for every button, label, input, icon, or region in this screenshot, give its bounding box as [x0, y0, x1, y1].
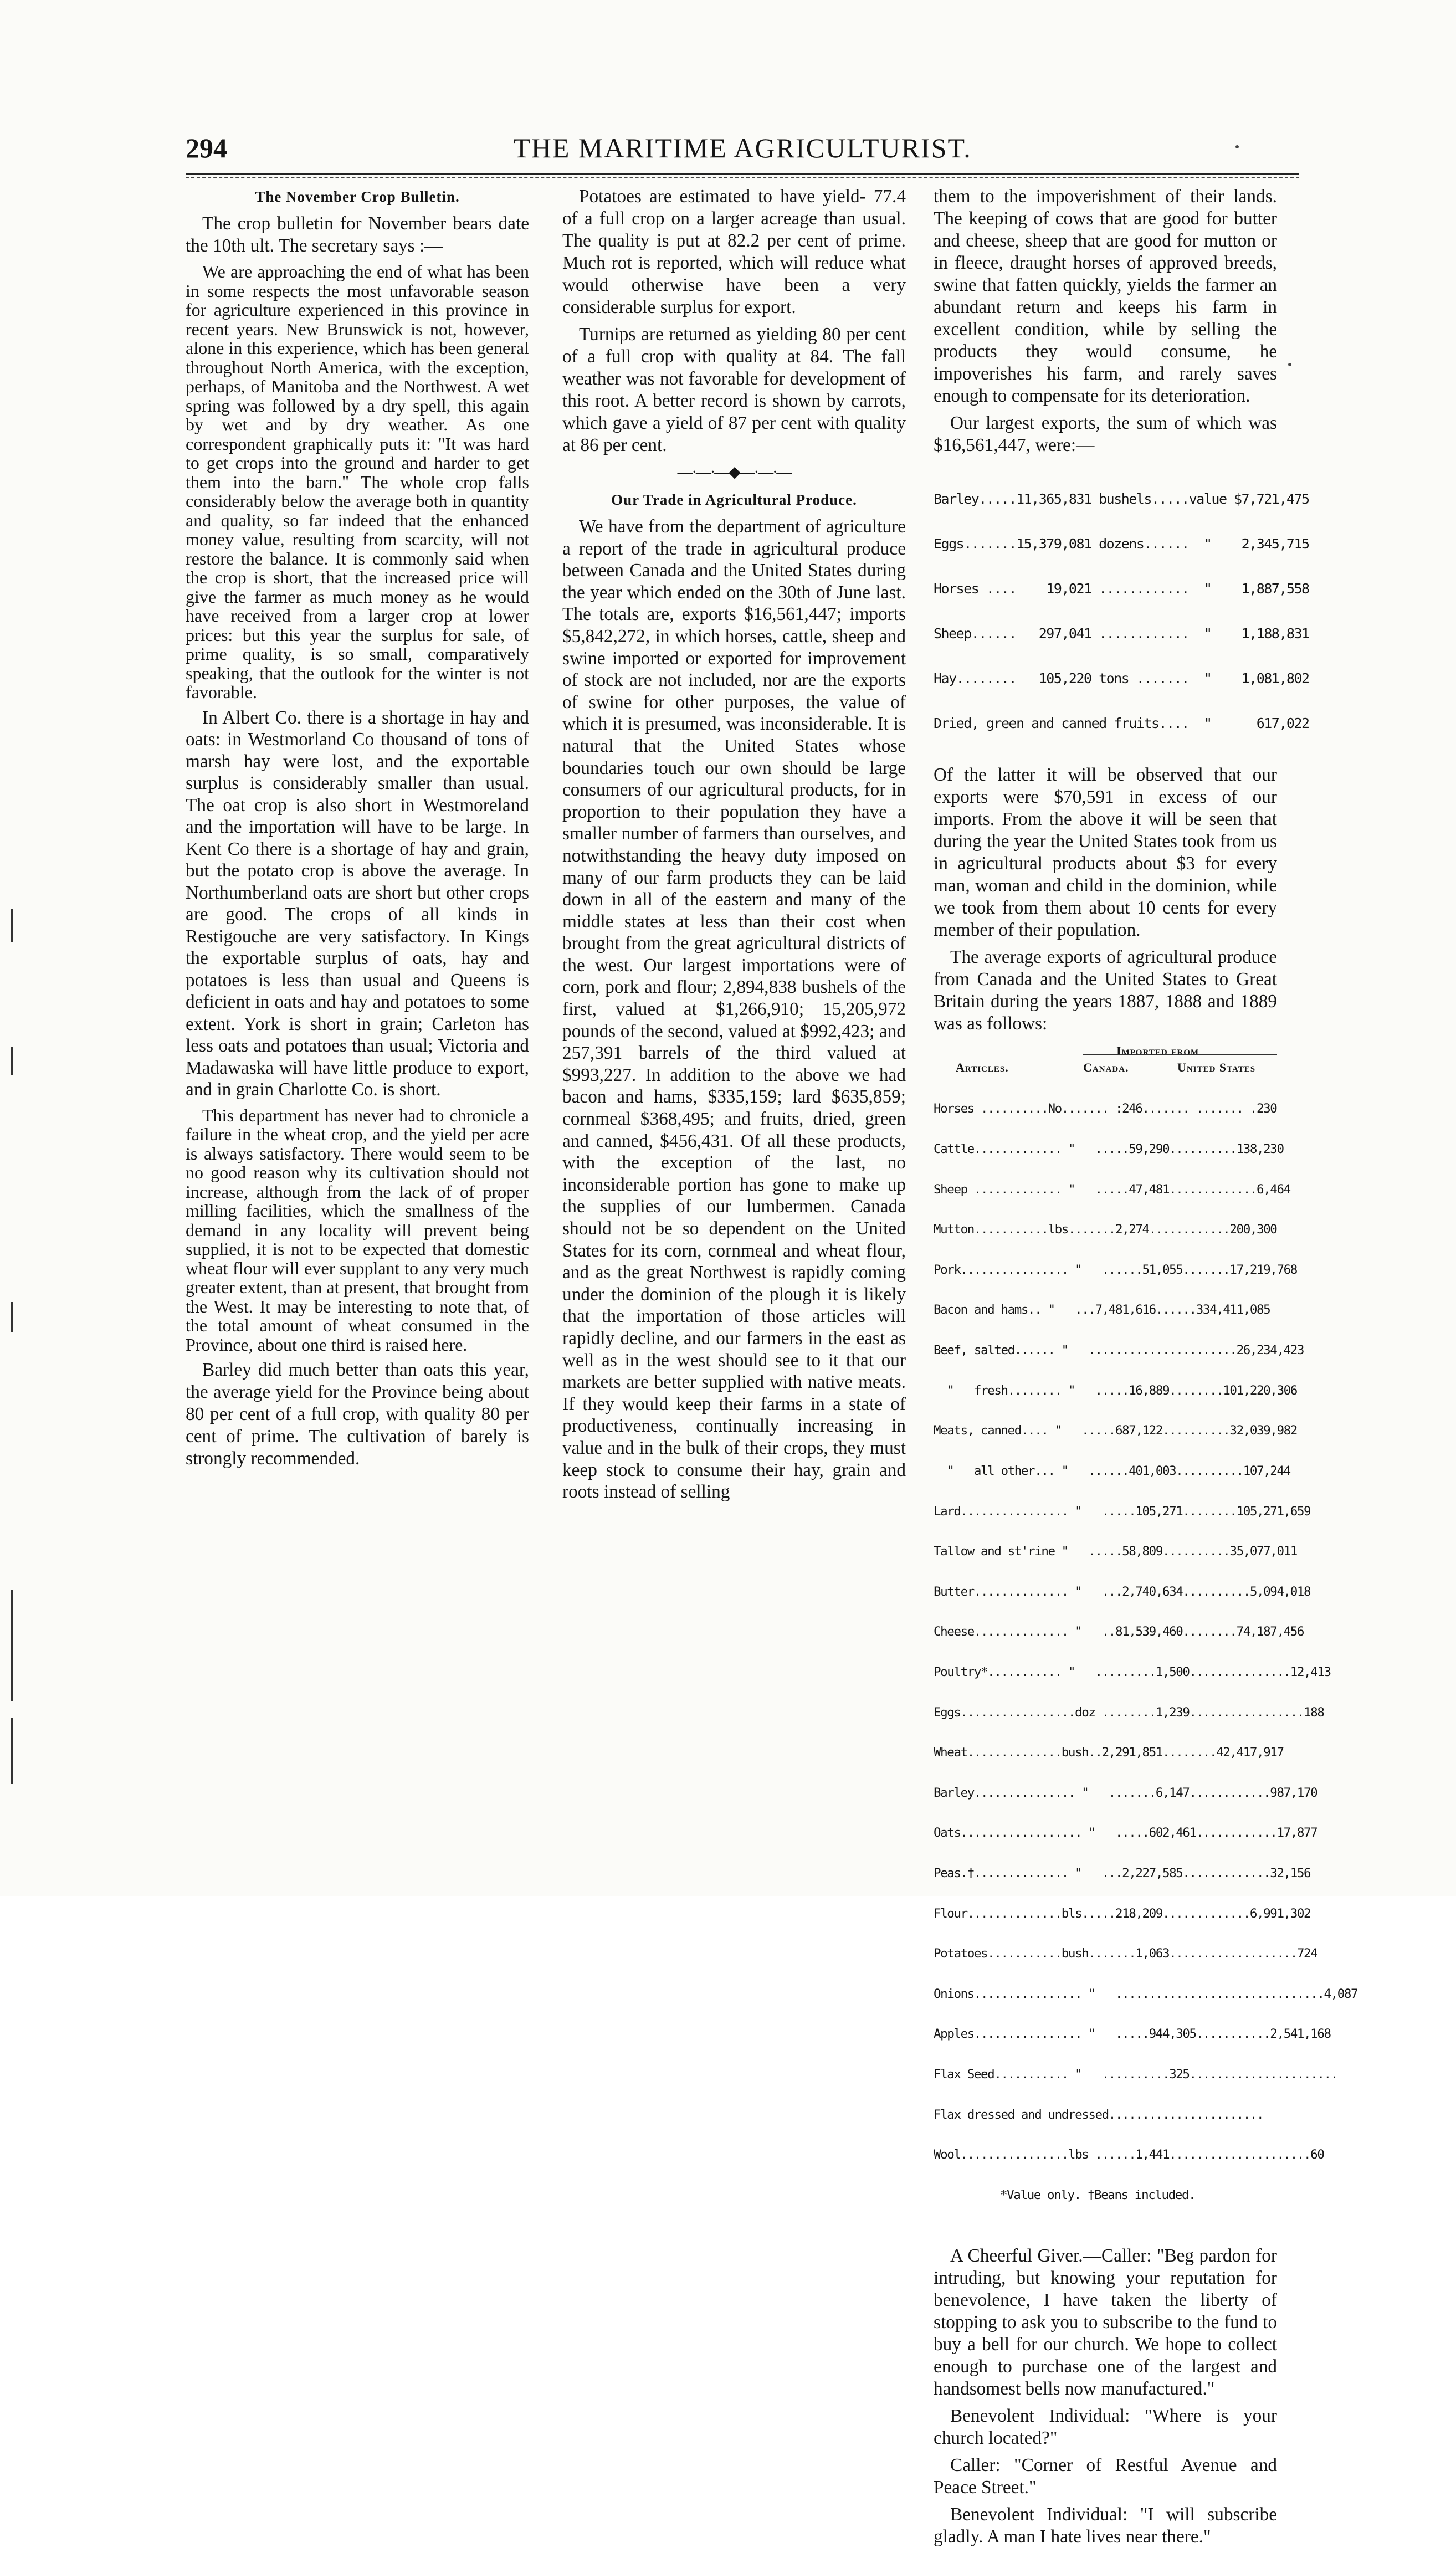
paragraph: We are approaching the end of what has been in some respects the most unfavorable season for agriculture experienced in this province in recent years. New Brunswick is not, however, alone in this experience, which has been general throughout North America, with the exception, perhaps, of Manitoba and the Northwest. A wet spring was followed by a dry spell, this again by wet and by dry weather. As one correspondent graphically puts it: "It was hard to get crops into the ground and harder to get them into the barn." The whole crop falls considerably below the average both in quantity and quality, so far indeed that the enhanced money value, resulting from scarcity, will not restore the balance. It is commonly said when the crop is short, that the increased price will give the farmer as much money as he would have received from a larger crop at lower prices: but this year the surplus for sale, of prime quality, is so small, comparatively speaking, that the outlook for the winter is not favorable.: [186, 262, 529, 702]
ink-speck: [1288, 363, 1291, 366]
paragraph: In Albert Co. there is a shortage in hay and oats: in Westmorland Co thousand of tons of marsh hay were lost, and the exportable surplus is considerably smaller than usual. The oat crop is also short in Westmoreland and the importation will have to be large. In Kent Co there is a shortage of hay and grain, but the potato crop is above the average. In Northumberland oats are short but other crops are good. The crops of all kinds in Restigouche are very satisfactory. In Kings the exportable surplus of oats, hay and potatoes is less than usual and Queens is deficient in oats and hay and potatoes to some extent. York is short in grain; Carleton has less oats and potatoes than usual; Victoria and Madawaska will have little produce to export, and in grain Charlotte Co. is short.: [186, 707, 529, 1100]
table-row: Flour..............bls.....218,209.............6,991,302: [934, 1906, 1311, 1921]
header-united-states: United States: [1177, 1060, 1256, 1074]
margin-mark: [11, 1302, 13, 1332]
table-row: Lard................ " .....105,271........105,271,659: [934, 1504, 1311, 1519]
paragraph: Benevolent Individual: "I will subscribe gladly. A man I hate lives near there.": [934, 2504, 1277, 2547]
table-row: Horses ..........No....... :246....... ....... .230: [934, 1101, 1277, 1116]
paragraph: Caller: "Corner of Restful Avenue and Peace Street.": [934, 2455, 1277, 2498]
article-heading-trade: Our Trade in Agricultural Produce.: [611, 491, 857, 508]
ink-speck: [1235, 145, 1239, 148]
page-header: [186, 132, 1299, 171]
margin-mark: [11, 909, 13, 942]
header-canada: Canada.: [1083, 1060, 1129, 1074]
table-row: Wheat..............bush..2,291,851........42,417,917: [934, 1745, 1284, 1760]
table-row: Flax dressed and undressed.......................: [934, 2107, 1264, 2122]
exports-row: Horses .... 19,021 ............ " 1,887,558: [934, 581, 1309, 597]
exports-row: Dried, green and canned fruits.... " 617,022: [934, 715, 1309, 731]
exports-row: Eggs.......15,379,081 dozens...... " 2,345,715: [934, 536, 1309, 552]
table-row: Wool................lbs ......1,441.....................60: [934, 2147, 1324, 2162]
exports-row: Sheep...... 297,041 ............ " 1,188,831: [934, 626, 1309, 642]
table-row: Pork................ " ......51,055.......17,219,768: [934, 1262, 1297, 1277]
paragraph: Our largest exports, the sum of which was $16,561,447, were:—: [934, 413, 1277, 455]
table-row: Cheese.............. " ..81,539,460........74,187,456: [934, 1624, 1304, 1639]
table-note: *Value only. †Beans included.: [1000, 2187, 1196, 2202]
imports-table-header: [934, 1040, 1277, 1075]
table-row: Beef, salted...... " ......................26,234,423: [934, 1343, 1304, 1358]
table-row: Bacon and hams.. " ...7,481,616......334,411,085: [934, 1303, 1270, 1317]
header-rule: [186, 173, 1299, 175]
paragraph: Of the latter it will be observed that our exports were $70,591 in excess of our imports. From the above it will be seen that during the year the United States took from us in agricultural products about $3 for every man, woman and child in the dominion, while we took from them about 10 cents for every member of their population.: [934, 765, 1277, 940]
table-row: Peas.†.............. " ...2,227,585.............32,156: [934, 1865, 1311, 1880]
table-row: Tallow and st'rine " .....58,809..........35,077,011: [934, 1544, 1297, 1559]
paragraph: This department has never had to chronicle a failure in the wheat crop, and the yield per acre is always satisfactory. There would seem to be no good reason why its cultivation should not increase, although from the lack of of proper milling facilities, which the smallness of the demand in any locality will prevent being supplied, it is not to be expected that domestic wheat flour will ever supplant to any very much greater extent, than at present, that brought from the West. It may be interesting to note that, of the total amount of wheat consumed in the Province, about one third is raised here.: [186, 1105, 529, 1355]
table-row: Butter.............. " ...2,740,634..........5,094,018: [934, 1584, 1311, 1599]
page-number: 294: [186, 132, 227, 163]
table-row: Potatoes...........bush.......1,063...................724: [934, 1946, 1317, 1961]
header-articles: Articles.: [956, 1060, 1009, 1074]
header-imported-from: Imported from: [1116, 1044, 1199, 1058]
table-row: Cattle............. " .....59,290..........138,230: [934, 1142, 1284, 1157]
section-ornament: —·—·—◆—·—·—: [677, 464, 791, 481]
table-row: Eggs.................doz ........1,239.................188: [934, 1705, 1324, 1720]
column-3: [934, 186, 1358, 2553]
paragraph: Turnips are returned as yielding 80 per cent of a full crop with quality at 84. The fall weather was not favorable for development of this root. A better record is shown by carrots, which gave a yield of 87 per cent with quality at 86 per cent.: [562, 324, 906, 455]
table-row: Mutton...........lbs.......2,274............200,300: [934, 1222, 1277, 1237]
paragraph: them to the impoverishment of their lands. The keeping of cows that are good for butter and cheese, sheep that are good for mutton or in fleece, draught horses of approved breeds, swine that fatten quickly, yields the farmer an abundant return and keeps his farm in excellent condition, while by selling the products they would consume, he impoverishes his farm, and rarely saves enough to compensate for its deterioration.: [934, 186, 1277, 406]
exports-row: Barley.....11,365,831 bushels.....value $7,721,475: [934, 491, 1309, 507]
table-row: Apples................ " .....944,305...........2,541,168: [934, 2027, 1331, 2042]
header-rule-dashed: [186, 177, 1299, 178]
paragraph: Potatoes are estimated to have yield- 77.4 of a full crop on a larger acreage than usual. The quality is put at 82.2 per cent of prime. Much rot is reported, which will reduce what would otherwise have been a very considerable surplus for export.: [562, 186, 906, 317]
margin-mark: [11, 1590, 13, 1701]
exports-row: Hay........ 105,220 tons ....... " 1,081,802: [934, 670, 1309, 686]
table-row: Meats, canned.... " .....687,122..........32,039,982: [934, 1423, 1297, 1438]
margin-mark: [11, 1047, 13, 1075]
column-2: [562, 186, 906, 1508]
article-heading-crop-bulletin: The November Crop Bulletin.: [255, 188, 460, 205]
table-row: Oats.................. " .....602,461............17,877: [934, 1826, 1317, 1841]
column-1: [186, 186, 529, 1475]
table-row: Barley............... " .......6,147............987,170: [934, 1785, 1317, 1800]
table-row: Poultry*........... " .........1,500...............12,413: [934, 1664, 1331, 1679]
imports-table: [934, 1075, 1358, 2228]
table-row: " all other... " ......401,003..........107,244: [934, 1463, 1290, 1478]
paragraph: The crop bulletin for November bears date the 10th ult. The secretary says :—: [186, 213, 529, 256]
paragraph: The average exports of agricultural produce from Canada and the United States to Great Britain during the years 1887, 1888 and 1889 was as follows:: [934, 947, 1277, 1034]
table-row: " fresh........ " .....16,889........101,220,306: [934, 1383, 1297, 1398]
table-row: Onions................ " ...............................4,087: [934, 1986, 1358, 2001]
paragraph: Benevolent Individual: "Where is your church located?": [934, 2406, 1277, 2449]
paragraph-cheerful-giver: A Cheerful Giver.—Caller: "Beg pardon for intruding, but knowing your reputation for benevolence, I have taken the liberty of stopping to ask you to subscribe to the fund to buy a bell for our church. We hope to collect enough to purchase one of the largest and handsomest bells now manufactured.": [934, 2246, 1277, 2400]
header-rule: [1083, 1054, 1277, 1055]
paragraph: We have from the department of agriculture a report of the trade in agricultural produce between Canada and the United States during the year which ended on the 30th of June last. The totals are, exports $16,561,447; imports $5,842,272, in which horses, cattle, sheep and swine imported or exported for improvement of stock are not included, nor are the exports of swine for other purposes, the value of which it is presumed, was inconsiderable. It is natural that the United States whose boundaries touch our own should be large consumers of our agricultural products, for in proportion to their population they have a smaller number of farmers than ourselves, and notwithstanding the heavy duty imposed on many of our farm products they can be laid down in all of the eastern and many of the middle states at less than their cost when brought from the great agricultural districts of the west. Our largest importations were of corn, pork and flour; 2,894,838 bushels of the first, valued at $1,266,910; 15,205,972 pounds of the second, valued at $992,423; and 257,391 barrels of the third valued at $993,227. In addition to the above we had bacon and hams, $335,159; lard $635,859; cornmeal $368,495; and fruits, dried, green and canned, $456,431. Of all these products, with the exception of the last, no inconsiderable portion has gone to make up the supplies of our lumbermen. Canada should not be so dependent on the United States for its corn, cornmeal and wheat flour, and as the great Northwest is rapidly coming under the dominion of the plough it is likely that the importation of those articles will rapidly decline, and our farmers in the east as well as in the west should see to it that our markets are better supplied with native meats. If they would keep their farms in a state of productiveness, continually increasing in value and in the bulk of their crops, they must keep stock to consume their hay, grain and roots instead of selling: [562, 516, 906, 1503]
exports-list: [934, 462, 1309, 761]
table-row: Sheep ............. " .....47,481.............6,464: [934, 1182, 1290, 1197]
margin-mark: [11, 1718, 13, 1784]
table-row: Flax Seed........... " ..........325......................: [934, 2067, 1337, 2082]
paragraph: Barley did much better than oats this year, the average yield for the Province being about 80 per cent of a full crop, with quality 80 per cent of prime. The cultivation of barely is strongly recommended.: [186, 1360, 529, 1469]
publication-title: THE MARITIME AGRICULTURIST.: [513, 132, 972, 163]
